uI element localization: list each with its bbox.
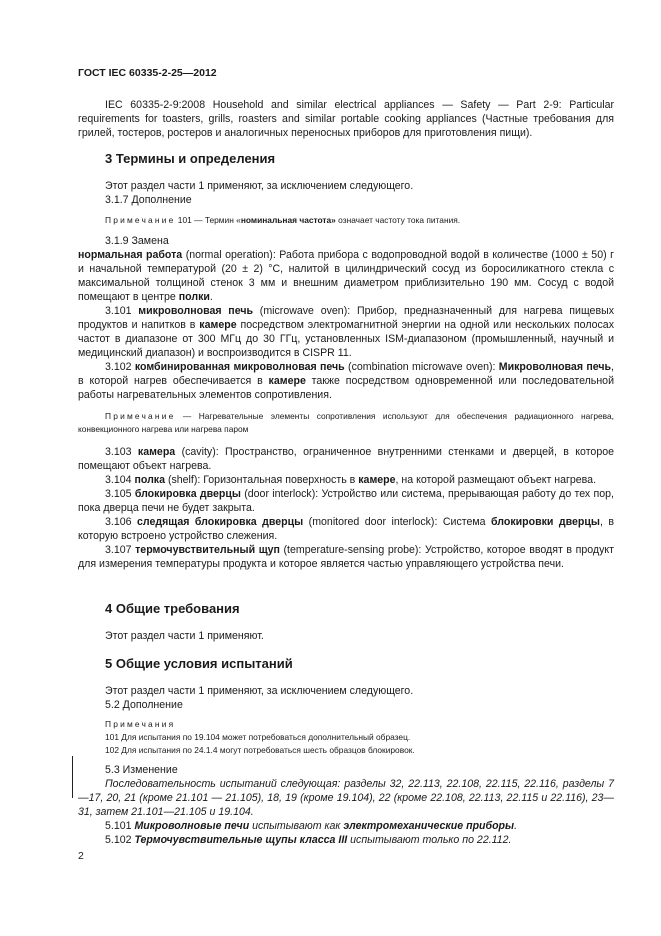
def-5-101: 5.101 Микроволновые печи испытывают как электромеханические приборы. (105, 820, 518, 832)
s5-note-102: 102 Для испытания по 24.1.4 могут потребоваться шесть образцов блокировок. (105, 745, 415, 755)
s5-p3: 5.3 Изменение (105, 764, 178, 776)
s5-test-sequence: Последовательность испытаний следующая: разделы 32, 22.113, 22.108, 22.115, 22.116, разделы 7—17, 20, 21 (кроме 21.101 — 21.105), 18, 19 (кроме 19.104), 22 (кроме 22.108, 22.113, 22.115 и 22.116), 23—31, затем 21.101—21.105 и 19.104. (78, 778, 614, 818)
page-header: ГОСТ IEC 60335-2-25—2012 (78, 67, 217, 79)
section-3-body (78, 179, 614, 571)
def-5-102: 5.102 Термочувствительные щупы класса III испытывают только по 22.112. (105, 834, 512, 846)
section-5-body (78, 684, 614, 847)
intro-paragraph: IEC 60335-2-9:2008 Household and similar electrical appliances — Safety — Part 2-9: Particular requirements for toasters, grills, roasters and similar portable cooking appliances (Частные требования для грилей, тостеров, ростеров и аналогичных переносных приборов для приготовления пищи). (78, 99, 614, 139)
def-3-107: 3.107 термочувствительный щуп (temperature-sensing probe): Устройство, которое вводят в продукт для измерения температуры продукта и которое является частью управляющего устройства печи. (78, 544, 614, 570)
s3-p1: Этот раздел части 1 применяют, за исключением следующего. (105, 180, 414, 192)
s5-note-101: 101 Для испытания по 19.104 может потребоваться дополнительный образец. (105, 732, 411, 742)
def-3-106: 3.106 следящая блокировка дверцы (monitored door interlock): Система блокировки дверцы, в которую встроено устройство слежения. (78, 516, 614, 542)
change-bar (72, 756, 73, 798)
section-4-body (78, 629, 614, 643)
s5-notes-label: Примечания (105, 719, 176, 729)
section-5-title: 5 Общие условия испытаний (105, 656, 293, 671)
s3-p3: 3.1.9 Замена (105, 235, 169, 247)
def-3-103: 3.103 камера (cavity): Пространство, ограниченное внутренними стенками и дверцей, в которое помещают объект нагрева. (78, 446, 614, 472)
intro-block (78, 98, 614, 140)
s3-note-101: Примечание 101 — Термин «номинальная частота» означает частоту тока питания. (105, 215, 461, 225)
section-3-title: 3 Термины и определения (105, 151, 276, 166)
section-5 (78, 656, 614, 671)
def-3-102: 3.102 комбинированная микроволновая печь (combination microwave oven): Микроволновая печь, в которой нагрев обеспечивается в камере также посредством одновременной или последовательной работы нагревательных элементов сопротивления. (78, 361, 614, 401)
def-normal-operation: нормальная работа (normal operation): Работа прибора с водопроводной водой в количестве (1000 ± 50) г и начальной температурой (20 ± 2) °С, налитой в цилиндрический сосуд из боросиликатного стекла с максимальной толщиной стенок 3 мм и внешним диаметром приблизительно 190 мм. Сосуд с водой помещают в центре полки. (78, 249, 614, 303)
section-4 (78, 601, 614, 616)
s3-p2: 3.1.7 Дополнение (105, 194, 192, 206)
def-3-104: 3.104 полка (shelf): Горизонтальная поверхность в камере, на которой размещают объект нагрева. (105, 474, 597, 486)
note-label: Примечание (105, 215, 176, 225)
section-3 (78, 151, 614, 166)
s5-p1: Этот раздел части 1 применяют, за исключением следующего. (105, 685, 414, 697)
s5-p2: 5.2 Дополнение (105, 699, 183, 711)
def-3-101: 3.101 микроволновая печь (microwave oven): Прибор, предназначенный для нагрева пищевых продуктов и напитков в камере посредством электромагнитной энергии на одной или нескольких полосах частот в диапазоне от 300 МГц до 30 ГГц, установленных ISM-диапазоном (промышленный, научный и медицинский диапазон) и воспроизводится в CISPR 11. (78, 305, 614, 359)
page-number: 2 (78, 850, 84, 862)
s4-p1: Этот раздел части 1 применяют. (105, 630, 264, 642)
s3-note-heating: Примечание — Нагревательные элементы сопротивления используют для обеспечения радиационного нагрева, конвекционного нагрева или нагрева паром (78, 411, 614, 434)
section-4-title: 4 Общие требования (105, 601, 240, 616)
def-3-105: 3.105 блокировка дверцы (door interlock): Устройство или система, прерывающая работу до тех пор, пока дверца печи не будет закрыта. (78, 488, 614, 514)
note-label: Примечание (105, 411, 176, 421)
